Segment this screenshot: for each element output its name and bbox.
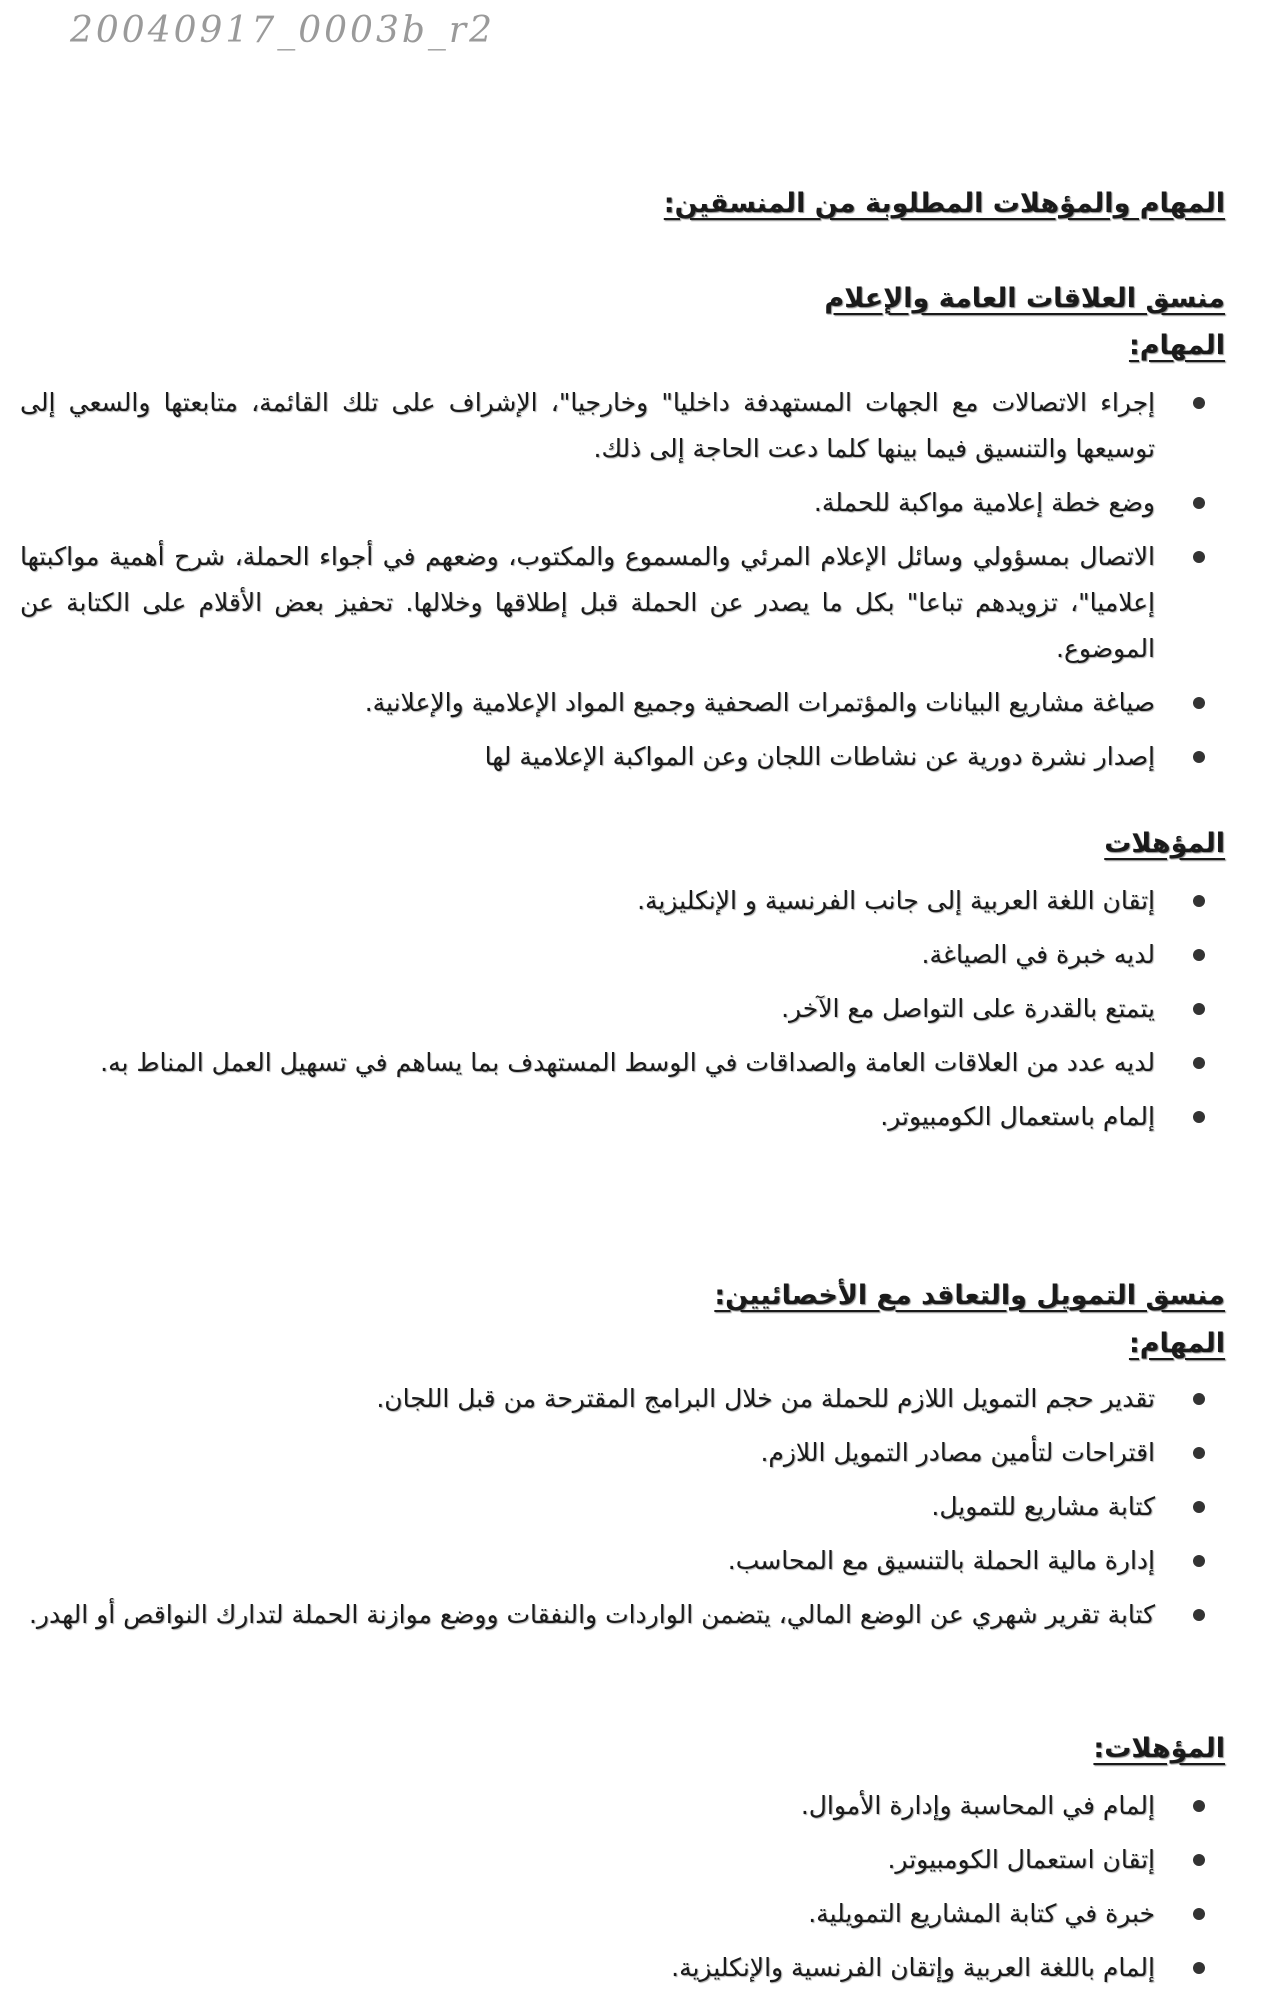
bullet-icon — [1193, 1447, 1205, 1459]
task-list — [20, 380, 1200, 788]
list-item: إلمام في المحاسبة وإدارة الأموال. — [20, 1783, 1200, 1829]
list-item: وضع خطة إعلامية مواكبة للحملة. — [20, 480, 1200, 526]
bullet-icon — [1193, 1501, 1205, 1513]
list-item: إتقان اللغة العربية إلى جانب الفرنسية و الإنكليزية. — [20, 878, 1200, 924]
tasks-label: المهام: — [1128, 1328, 1225, 1359]
bullet-icon — [1193, 551, 1205, 563]
list-item: كتابة تقرير شهري عن الوضع المالي، يتضمن الواردات والنفقات ووضع موازنة الحملة لتدارك النواقص أو الهدر. — [20, 1592, 1200, 1638]
qualification-list — [20, 878, 1200, 1148]
list-item: إجراء الاتصالات مع الجهات المستهدفة داخليا" وخارجيا"، الإشراف على تلك القائمة، متابعتها والسعي إلى توسيعها والتنسيق فيما بينها كلما دعت الحاجة إلى ذلك. — [20, 380, 1200, 472]
section-heading: منسق العلاقات العامة والإعلام — [824, 283, 1225, 314]
list-item: كتابة مشاريع للتمويل. — [20, 1484, 1200, 1530]
bullet-icon — [1193, 1800, 1205, 1812]
list-item: تقدير حجم التمويل اللازم للحملة من خلال البرامج المقترحة من قبل اللجان. — [20, 1376, 1200, 1422]
bullet-icon — [1193, 895, 1205, 907]
list-item: إصدار نشرة دورية عن نشاطات اللجان وعن المواكبة الإعلامية لها — [20, 734, 1200, 780]
list-item: إدارة مالية الحملة بالتنسيق مع المحاسب. — [20, 1538, 1200, 1584]
qualifications-label: المؤهلات: — [1093, 1733, 1225, 1764]
bullet-icon — [1193, 949, 1205, 961]
bullet-icon — [1193, 1555, 1205, 1567]
bullet-icon — [1193, 1609, 1205, 1621]
list-item: صياغة مشاريع البيانات والمؤتمرات الصحفية وجميع المواد الإعلامية والإعلانية. — [20, 680, 1200, 726]
page-title: المهام والمؤهلات المطلوبة من المنسقين: — [663, 188, 1225, 219]
bullet-icon — [1193, 1111, 1205, 1123]
bullet-icon — [1193, 697, 1205, 709]
list-item: اقتراحات لتأمين مصادر التمويل اللازم. — [20, 1430, 1200, 1476]
list-item: الاتصال بمسؤولي وسائل الإعلام المرئي والمسموع والمكتوب، وضعهم في أجواء الحملة، شرح أهمية مواكبتها إعلاميا"، تزويدهم تباعا" بكل ما يصدر عن الحملة قبل إطلاقها وخلالها. تحفيز بعض الأقلام على الكتابة عن الموضوع. — [20, 534, 1200, 672]
list-item: يتمتع بالقدرة على التواصل مع الآخر. — [20, 986, 1200, 1032]
list-item: لديه خبرة في الصياغة. — [20, 932, 1200, 978]
bullet-icon — [1193, 1908, 1205, 1920]
section-heading: منسق التمويل والتعاقد مع الأخصائيين: — [714, 1280, 1225, 1311]
bullet-icon — [1193, 1962, 1205, 1974]
qualification-list — [20, 1783, 1200, 1999]
list-item: إلمام باللغة العربية وإتقان الفرنسية والإنكليزية. — [20, 1945, 1200, 1991]
handwritten-reference: 20040917_0003b_r2 — [70, 10, 496, 51]
task-list — [20, 1376, 1200, 1646]
bullet-icon — [1193, 1854, 1205, 1866]
bullet-icon — [1193, 751, 1205, 763]
bullet-icon — [1193, 1003, 1205, 1015]
list-item: إلمام باستعمال الكومبيوتر. — [20, 1094, 1200, 1140]
bullet-icon — [1193, 397, 1205, 409]
list-item: إتقان استعمال الكومبيوتر. — [20, 1837, 1200, 1883]
list-item: خبرة في كتابة المشاريع التمويلية. — [20, 1891, 1200, 1937]
tasks-label: المهام: — [1128, 330, 1225, 361]
list-item: لديه عدد من العلاقات العامة والصداقات في الوسط المستهدف بما يساهم في تسهيل العمل المناط به. — [20, 1040, 1200, 1086]
bullet-icon — [1193, 1057, 1205, 1069]
qualifications-label: المؤهلات — [1104, 828, 1225, 859]
bullet-icon — [1193, 497, 1205, 509]
bullet-icon — [1193, 1393, 1205, 1405]
